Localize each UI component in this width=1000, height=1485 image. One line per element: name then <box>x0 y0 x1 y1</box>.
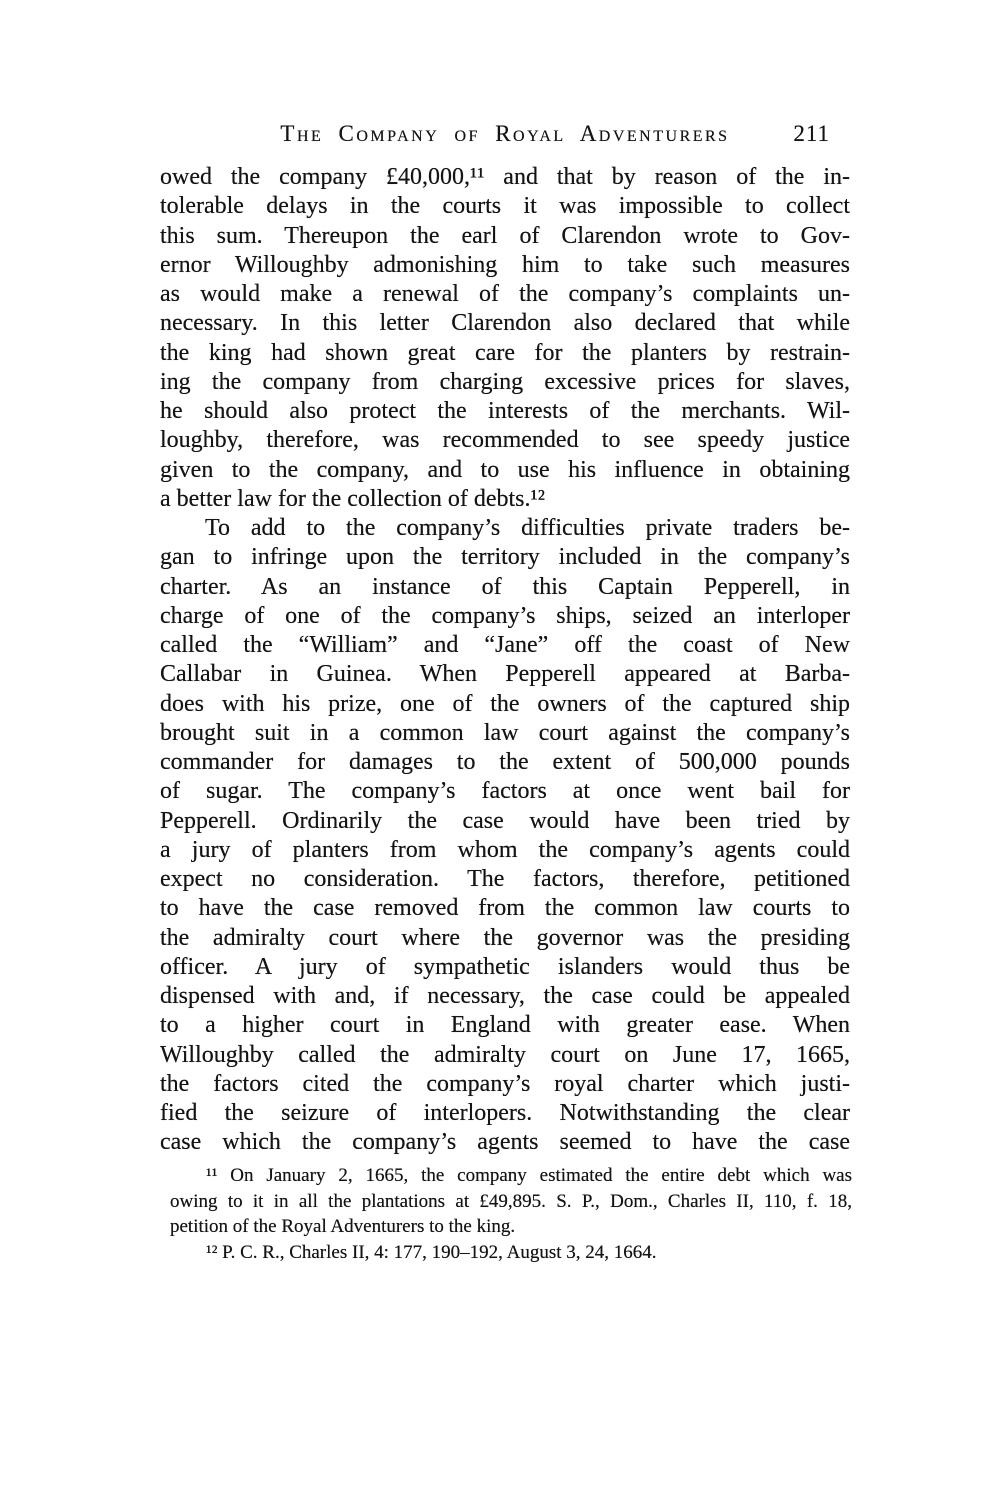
body-line: the king had shown great care for the planters by restrain- <box>160 339 850 366</box>
body-line: case which the company’s agents seemed to have the case <box>160 1129 850 1156</box>
body-line: charter. As an instance of this Captain Pepperell, in <box>160 573 850 600</box>
body-line: a better law for the collection of debts.¹² <box>160 485 545 512</box>
body-line: he should also protect the interests of the merchants. Wil- <box>160 398 850 424</box>
body-line: called the “William” and “Jane” off the coast of New <box>160 632 850 658</box>
body-line: Willoughby called the admiralty court on June 17, 1665, <box>160 1041 850 1068</box>
footnote-line: owing to it in all the plantations at £49,895. S. P., Dom., Charles II, 110, f. 18, <box>170 1190 852 1212</box>
body-line: brought suit in a common law court against the company’s <box>160 719 850 746</box>
body-line: Callabar in Guinea. When Pepperell appeared at Barba- <box>160 661 850 688</box>
body-line: the admiralty court where the governor was the presiding <box>160 924 850 951</box>
footnote-line: ¹² P. C. R., Charles II, 4: 177, 190–192, August 3, 24, 1664. <box>206 1241 657 1263</box>
body-line: ernor Willoughby admonishing him to take such measures <box>160 251 850 278</box>
body-text-block <box>160 163 850 1158</box>
body-line: commander for damages to the extent of 500,000 pounds <box>160 749 850 775</box>
running-header-title: The Company of Royal Adventurers <box>280 121 730 146</box>
body-line: dispensed with and, if necessary, the case could be appealed <box>160 983 850 1009</box>
body-line: gan to infringe upon the territory included in the company’s <box>160 544 850 571</box>
body-line: a jury of planters from whom the company’s agents could <box>160 836 850 863</box>
body-line: the factors cited the company’s royal charter which justi- <box>160 1070 850 1097</box>
body-line: Pepperell. Ordinarily the case would have been tried by <box>160 807 850 834</box>
page-number: 211 <box>793 121 830 146</box>
running-header <box>160 121 850 149</box>
body-line: To add to the company’s difficulties private traders be- <box>205 515 850 541</box>
body-line: fied the seizure of interlopers. Notwithstanding the clear <box>160 1100 850 1126</box>
paragraph <box>160 514 850 1158</box>
body-line: does with his prize, one of the owners of the captured ship <box>160 690 850 717</box>
body-line: this sum. Thereupon the earl of Clarendon wrote to Gov- <box>160 222 850 249</box>
body-line: ing the company from charging excessive prices for slaves, <box>160 368 850 395</box>
body-line: necessary. In this letter Clarendon also declared that while <box>160 310 850 337</box>
body-line: loughby, therefore, was recommended to see speedy justice <box>160 427 850 454</box>
footnote-line: ¹¹ On January 2, 1665, the company estimated the entire debt which was <box>206 1165 852 1186</box>
body-line: to a higher court in England with greater ease. When <box>160 1012 850 1039</box>
body-line: expect no consideration. The factors, therefore, petitioned <box>160 866 850 892</box>
body-line: of sugar. The company’s factors at once went bail for <box>160 778 850 805</box>
body-line: tolerable delays in the courts it was impossible to collect <box>160 193 850 220</box>
paragraph <box>160 163 850 514</box>
body-line: as would make a renewal of the company’s complaints un- <box>160 281 850 307</box>
body-line: to have the case removed from the common law courts to <box>160 895 850 922</box>
body-line: given to the company, and to use his influence in obtaining <box>160 456 850 483</box>
body-line: owed the company £40,000,¹¹ and that by reason of the in- <box>160 164 850 190</box>
footnotes-block <box>170 1163 852 1265</box>
body-line: charge of one of the company’s ships, seized an interloper <box>160 602 850 629</box>
body-line: officer. A jury of sympathetic islanders would thus be <box>160 953 850 980</box>
footnote-line: petition of the Royal Adventurers to the king. <box>170 1216 516 1237</box>
